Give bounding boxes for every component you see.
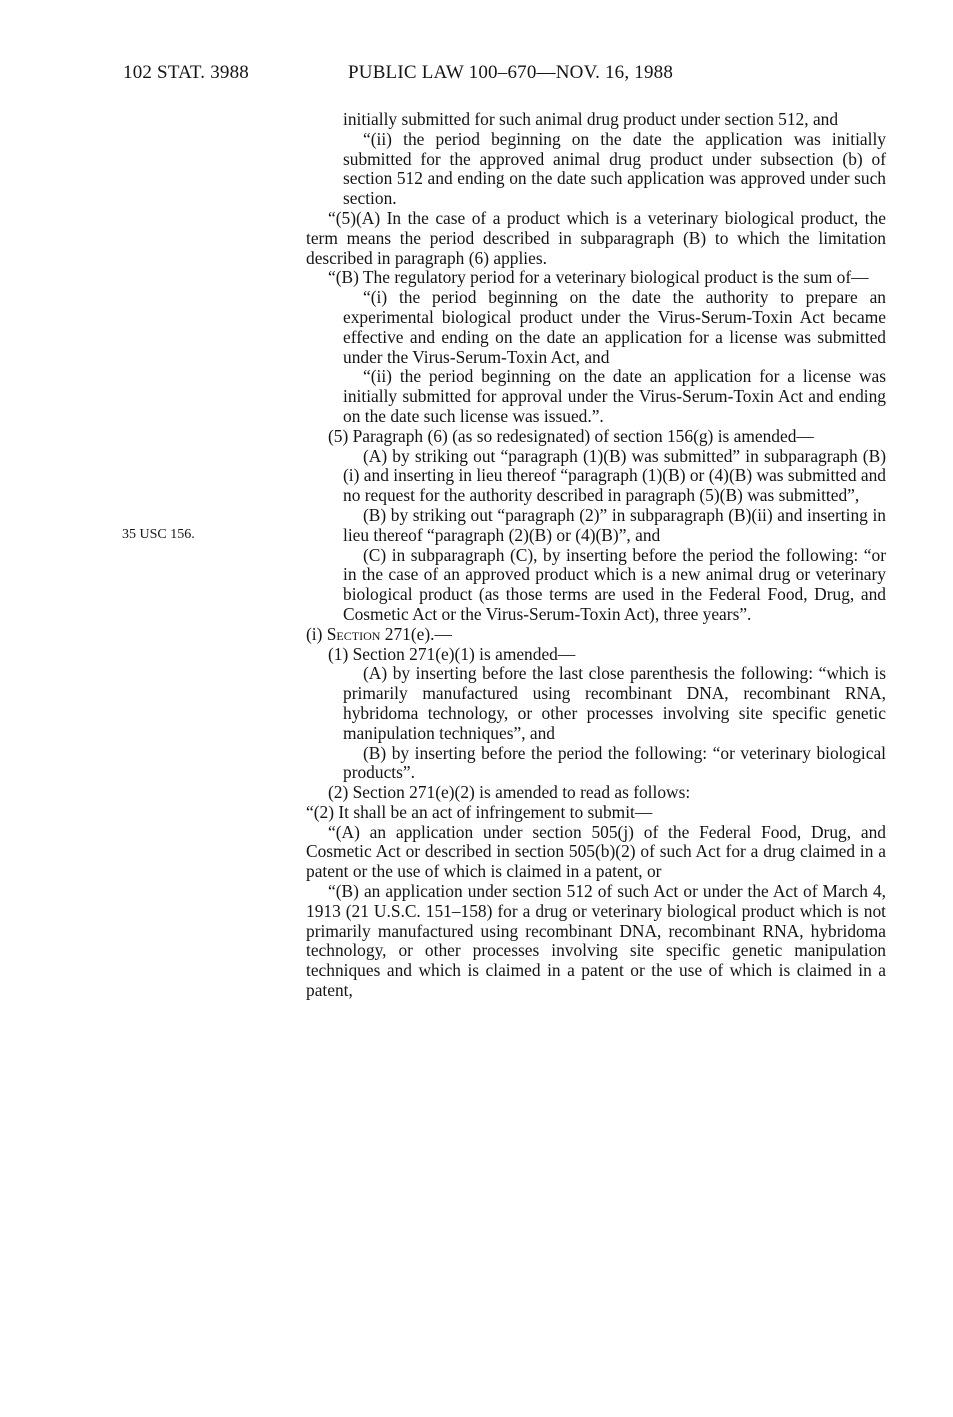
section-271e-heading — [306, 625, 886, 645]
paragraph-continuation: initially submitted for such animal drug product under section 512, and — [343, 109, 839, 129]
clause-i-biological: “(i) the period beginning on the date the authority to prepare an experimental biological product under the Virus-Serum-Toxin Act became effective and ending on the date an application for a license was submitted under the Virus-Serum-Toxin Act, and — [343, 287, 886, 367]
running-head: PUBLIC LAW 100–670—NOV. 16, 1988 — [348, 62, 674, 83]
infringement-paragraph: “(2) It shall be an act of infringement to submit— — [306, 801, 653, 822]
body-text — [306, 110, 886, 1001]
subparagraph-a-inserting: (A) by inserting before the last close parenthesis the following: “which is primarily manufactured using recombinant DNA, recombinant RNA, hybridoma technology, or other processes involving site specific genetic manipulation techniques”, and — [343, 663, 886, 743]
margin-note-usc: 35 USC 156. — [122, 527, 195, 542]
subparagraph-5b: “(B) The regulatory period for a veterinary biological product is the sum of— — [328, 267, 869, 288]
statute-citation: 102 STAT. 3988 — [123, 62, 250, 83]
subparagraph-5a: “(5)(A) In the case of a product which is a veterinary biological product, the term means the period described in subparagraph (B) to which the limitation described in paragraph (6) applies. — [306, 207, 886, 268]
paragraph-1-amendment: (1) Section 271(e)(1) is amended— — [328, 643, 576, 664]
clause-ii-animal-drug: “(ii) the period beginning on the date the application was initially submitted for the approved animal drug product under subsection (b) of section 512 and ending on the date such application was approved under such section. — [343, 128, 886, 209]
section-heading-smallcaps: Section — [326, 623, 381, 644]
paragraph-5-amendment: (5) Paragraph (6) (as so redesignated) of section 156(g) is amended— — [328, 425, 814, 446]
clause-ii-biological: “(ii) the period beginning on the date an application for a license was initially submitted for approval under the Virus-Serum-Toxin Act and ending on the date such license was issued.”. — [343, 366, 886, 426]
infringement-clause-b: “(B) an application under section 512 of such Act or under the Act of March 4, 1913 (21 U.S.C. 151–158) for a drug or veterinary biological product which is not primarily manufactured using recombinant DNA, recombinant RNA, hybridoma technology, or other processes involving site specific genetic manipulation techniques and which is claimed in a patent or the use of which is claimed in a patent, — [306, 881, 886, 1001]
section-heading-suffix: 271(e).— — [380, 623, 452, 644]
infringement-clause-a: “(A) an application under section 505(j) of the Federal Food, Drug, and Cosmetic Act or described in section 505(b)(2) of such Act for a drug claimed in a patent or the use of which is claimed in a patent, or — [306, 821, 886, 882]
subparagraph-c-inserting: (C) in subparagraph (C), by inserting before the period the following: “or in the case of an approved product which is a new animal drug or veterinary biological product (as those terms are used in the Federal Food, Drug, and Cosmetic Act or the Virus-Serum-Toxin Act), three years”. — [343, 544, 886, 624]
section-heading-prefix: (i) — [306, 623, 327, 644]
paragraph-2-amendment: (2) Section 271(e)(2) is amended to read as follows: — [328, 782, 691, 803]
subparagraph-b-inserting: (B) by inserting before the period the following: “or veterinary biological products”. — [343, 742, 886, 783]
subparagraph-b-striking: (B) by striking out “paragraph (2)” in subparagraph (B)(ii) and inserting in lieu thereof “paragraph (2)(B) or (4)(B)”, and — [343, 504, 886, 545]
subparagraph-a-striking: (A) by striking out “paragraph (1)(B) was submitted” in subparagraph (B)(i) and inserting in lieu thereof “paragraph (1)(B) or (4)(B) was submitted and no request for the authority described in paragraph (5)(B) was submitted”, — [343, 445, 886, 506]
page-header — [0, 62, 953, 90]
